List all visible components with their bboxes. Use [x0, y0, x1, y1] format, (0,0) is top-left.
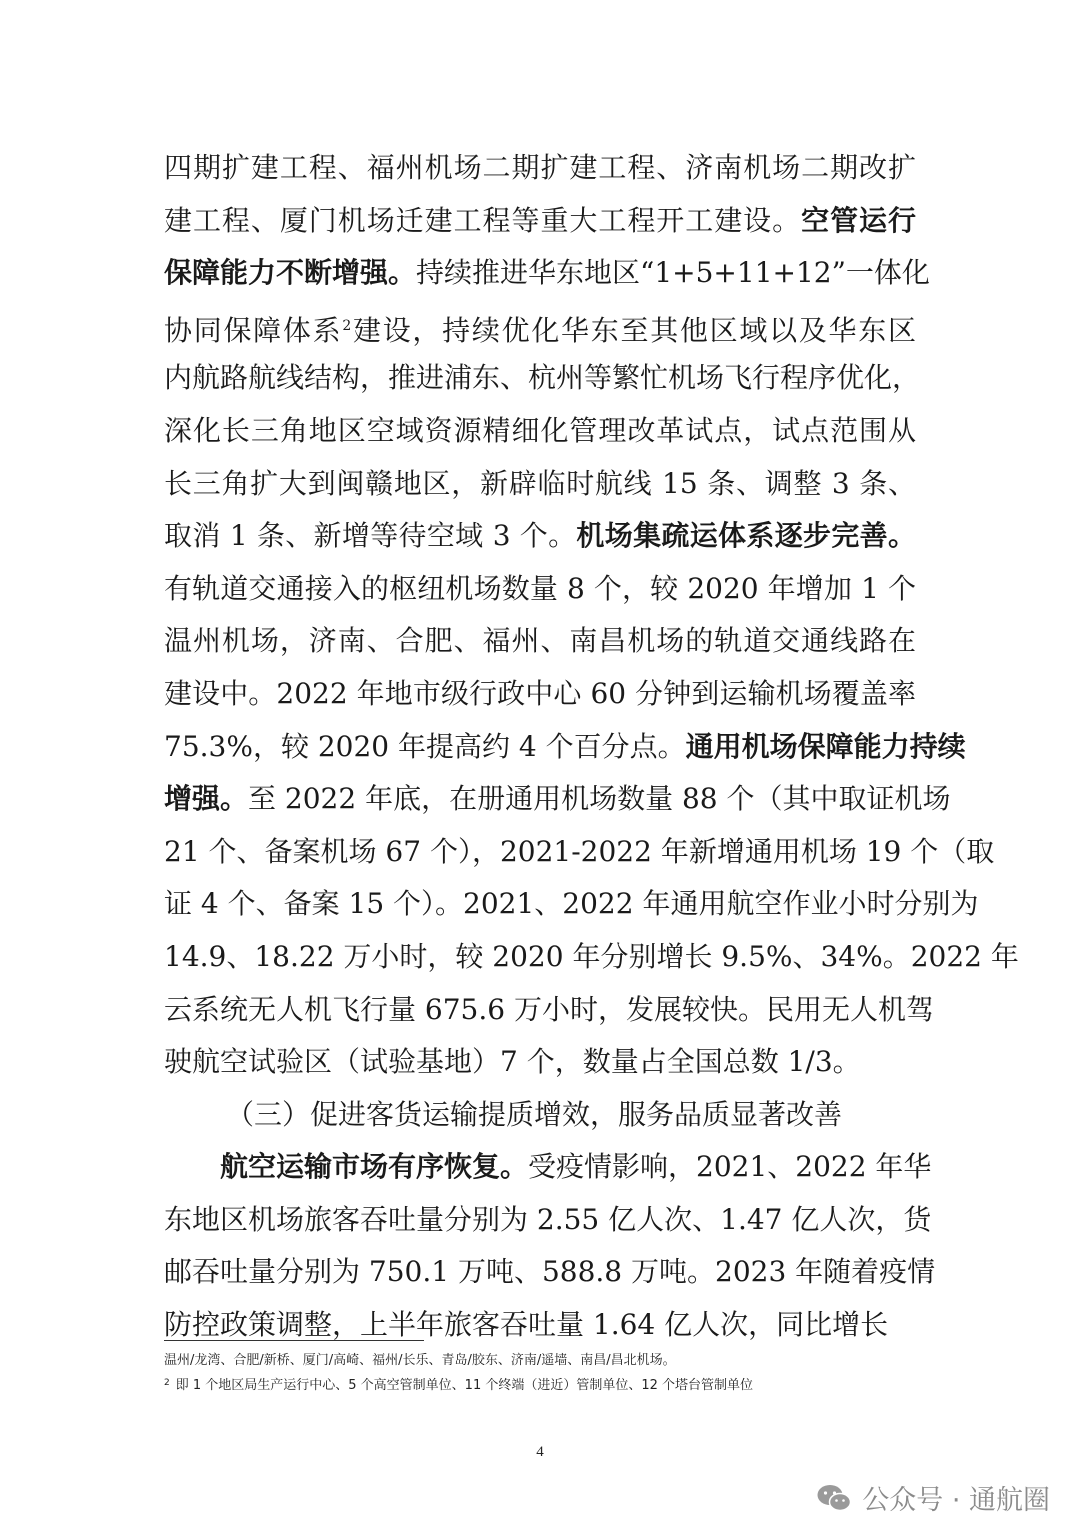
text-segment: 邮吞吐量分别为 750.1 万吨、588.8 万吨。2023 年随着疫情: [164, 1255, 936, 1289]
text-line: [164, 984, 934, 1037]
text-segment: 取消 1 条、新增等待空域 3 个。: [164, 519, 577, 553]
text-line: [164, 352, 921, 405]
text-line: [164, 300, 916, 353]
text-line: [164, 142, 916, 195]
text-line: [164, 1299, 916, 1352]
text-segment: 温州机场，济南、合肥、福州、南昌机场的轨道交通线路在: [164, 624, 916, 658]
text-line: [164, 195, 916, 248]
text-segment: 持续推进华东地区“1+5+11+12”一体化: [416, 256, 930, 290]
footnote-rule: [164, 1340, 424, 1341]
text-line: [164, 826, 995, 879]
text-segment: 驶航空试验区（试验基地）7 个，数量占全国总数 1/3。: [164, 1045, 861, 1079]
text-segment: 东地区机场旅客吞吐量分别为 2.55 亿人次、1.47 亿人次，货: [164, 1202, 932, 1236]
text-segment: 受疫情影响，2021、2022 年华: [528, 1150, 932, 1184]
wechat-icon: [816, 1483, 852, 1513]
text-segment: 75.3%，较 2020 年提高约 4 个百分点。: [164, 729, 686, 763]
text-line: [164, 668, 916, 721]
text-line: [164, 247, 930, 300]
bold-heading-text: 通用机场保障能力持续: [685, 729, 966, 763]
text-line: [164, 1194, 932, 1247]
footnote-1: [164, 1351, 676, 1371]
text-line: [164, 721, 966, 774]
text-segment: 云系统无人机飞行量 675.6 万小时，发展较快。民用无人机驾: [164, 992, 934, 1026]
watermark: [816, 1478, 1050, 1517]
text-segment: 深化长三角地区空域资源精细化管理改革试点，试点范围从: [164, 413, 916, 447]
text-line: [164, 1036, 916, 1089]
text-line: [164, 1141, 932, 1194]
text-line: [164, 1246, 936, 1299]
text-line: [164, 773, 951, 826]
text-segment: 14.9、18.22 万小时，较 2020 年分别增长 9.5%、34%。2022 年: [164, 939, 1019, 973]
text-line: [164, 931, 1019, 984]
text-segment: 证 4 个、备案 15 个）。2021、2022 年通用航空作业小时分别为: [164, 887, 979, 921]
text-segment: 建工程、厦门机场迁建工程等重大工程开工建设。: [164, 203, 802, 237]
text-segment: 四期扩建工程、福州机场二期扩建工程、济南机场二期改扩: [164, 151, 916, 184]
text-line: [164, 1089, 916, 1142]
text-segment: 至 2022 年底，在册通用机场数量 88 个（其中取证机场: [248, 782, 951, 816]
text-segment: 防控政策调整，上半年旅客吞吐量 1.64 亿人次，同比增长: [164, 1308, 889, 1342]
text-segment: 建设中。2022 年地市级行政中心 60 分钟到运输机场覆盖率: [164, 676, 916, 710]
bold-heading-text: 空管运行: [801, 203, 916, 237]
text-line: [164, 878, 979, 931]
footnote-ref: 2: [342, 317, 352, 334]
footnote-2-text: 即 1 个地区局生产运行中心、5 个高空管制单位、11 个终端（进近）管制单位、12 个塔台管制单位: [175, 1378, 754, 1393]
text-line: [164, 458, 916, 511]
watermark-text: 公众号 · 通航圈: [862, 1485, 1050, 1516]
text-line: [164, 615, 916, 668]
footnote-1-text: 温州/龙湾、合肥/新桥、厦门/高崎、福州/长乐、青岛/胶东、济南/遥墙、南昌/昌北机场。: [164, 1353, 676, 1368]
footnote-2: [164, 1373, 753, 1396]
text-segment: 长三角扩大到闽赣地区，新辟临时航线 15 条、调整 3 条、: [164, 466, 916, 500]
bold-heading-text: 航空运输市场有序恢复。: [220, 1150, 529, 1184]
bold-heading-text: 机场集疏运体系逐步完善。: [576, 519, 916, 553]
page-number: 4: [536, 1444, 544, 1460]
text-segment: 协同保障体系: [164, 313, 343, 347]
bold-heading-text: 保障能力不断增强。: [164, 256, 417, 290]
text-segment: 21 个、备案机场 67 个），2021-2022 年新增通用机场 19 个（取: [164, 834, 995, 868]
text-segment: 有轨道交通接入的枢纽机场数量 8 个，较 2020 年增加 1 个: [164, 571, 916, 605]
text-segment: 建设，持续优化华东至其他区域以及华东区: [351, 313, 916, 347]
text-line: [164, 510, 916, 563]
text-line: [164, 563, 916, 616]
bold-heading-text: 增强。: [164, 782, 249, 816]
text-segment: （三）促进客货运输提质增效，服务品质显著改善: [226, 1097, 843, 1131]
text-line: [164, 405, 916, 458]
body-text: [164, 142, 1019, 1352]
footnote-2-mark: 2: [164, 1378, 170, 1388]
text-segment: 内航路航线结构，推进浦东、杭州等繁忙机场飞行程序优化，: [164, 361, 921, 395]
